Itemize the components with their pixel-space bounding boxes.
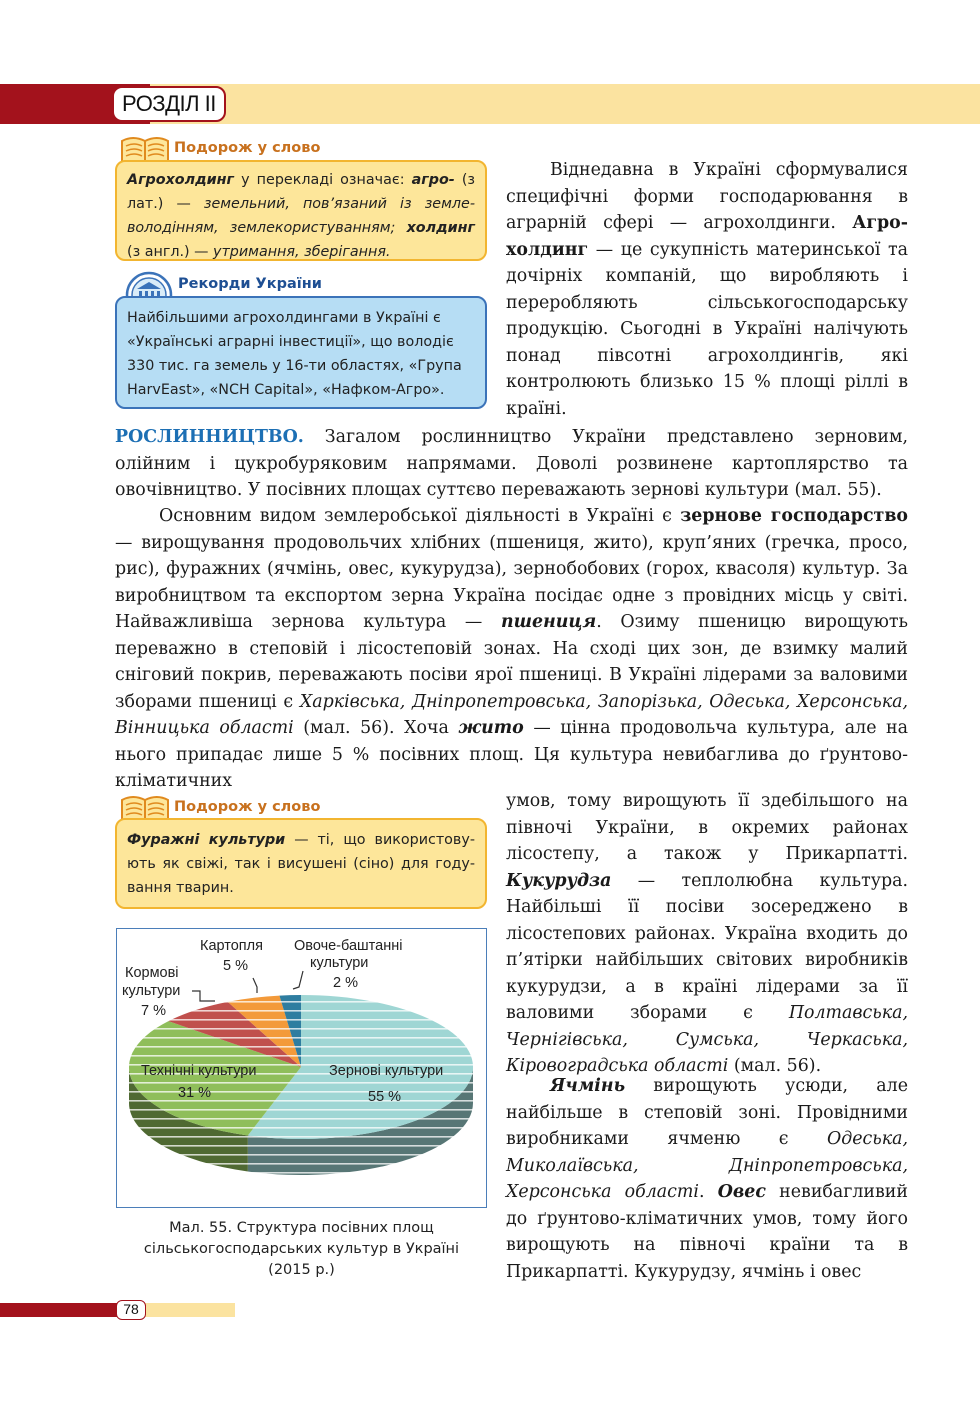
pie-stripe xyxy=(129,1055,473,1057)
label-potato-name: Картопля xyxy=(200,938,263,954)
box3-title: Подорож у слово xyxy=(174,799,321,815)
paragraph-crop-production: РОСЛИННИЦТВО. Загалом рослинництво України представлено зерновим, олійним і цукробуряковим напрямами. Доволі розвинене картоплярство та овочівництво. У посівних площах суттєво переважають зернові культури (мал. 55). xyxy=(115,427,908,500)
label-feed-name1: Кормові xyxy=(125,965,179,981)
section-badge: РОЗДІЛ ІІ xyxy=(112,86,226,122)
leader-vegetables xyxy=(293,971,303,989)
paragraph-barley-oats: Ячмінь вирощують усюди, але найбільше в степовій зоні. Провідними виробниками ячменю є Одеська, Миколаївська, Дніпропетровська, Херсонська області. Овес невибагливий до ґрунтово-кліматичних умов, тому його вирощують на півночі країни та в Прикарпатті. Кукурудзу, ячмінь і овес xyxy=(506,1076,908,1282)
label-tech-pct: 31 % xyxy=(178,1085,212,1101)
box1-title: Подорож у слово xyxy=(174,140,321,156)
pie-chart xyxy=(117,929,485,1206)
pie-stripe xyxy=(129,1163,473,1165)
pie-stripe xyxy=(129,1019,473,1021)
label-grain-pct: 55 % xyxy=(368,1089,402,1105)
pie-stripe xyxy=(129,1136,473,1138)
label-grain-name: Зернові культури xyxy=(329,1063,444,1079)
label-veg-name1: Овоче-баштанні xyxy=(294,938,403,954)
footer-red-bar xyxy=(0,1303,120,1317)
pie-stripe xyxy=(129,1001,473,1003)
label-tech-name: Технічні культури xyxy=(141,1063,257,1079)
term-agroholding-bold: Агрохолдинг xyxy=(506,213,908,260)
section-heading-crop: РОСЛИННИЦТВО. xyxy=(115,427,304,447)
paragraph-agroholdings: Віднедавна в Україні сформувалися специфічні форми господарювання в аграрній сфері — агрохолдинги. Агрохолдинг — це сукупність материнської та дочірніх компаній, що виробляють і переробляють сільськогосподарську продукцію. Сьогодні в Україні налічують понад півсотні агрохолдингів, які контролюють близько 15 % площі ріллі в країні. xyxy=(506,160,908,419)
pie-stripe xyxy=(129,1127,473,1129)
footer-yellow-bar xyxy=(145,1303,235,1317)
pie-stripe xyxy=(129,1010,473,1012)
pie-stripe xyxy=(129,1028,473,1030)
header-yellow-bar xyxy=(150,84,980,124)
pie-stripe xyxy=(129,1046,473,1048)
pie-stripe xyxy=(129,1118,473,1120)
box3-definition: Фуражні культури — ті, що використовують як свіжі, так і висушені (сіно) для годування тварин. xyxy=(115,818,487,909)
label-potato-pct: 5 % xyxy=(223,958,248,974)
page-number: 78 xyxy=(116,1300,146,1320)
box2-records: Найбільшими агрохолдингами в Україні є «Українські аграрні інвестиції», що володіє 330 тис. га земель у 16-ти областях, «Група HarvEast», «NCH Capital», «Нафком-Агро». xyxy=(115,296,487,409)
leader-potato xyxy=(253,978,257,993)
box1-definition: Агрохолдинг у перекладі означає: агро- (з лат.) — земельний, пов’язаний із землеволодінням, землекористуванням; холдинг (з англ.) — утримання, зберігання. xyxy=(115,160,487,261)
pie-chart-frame xyxy=(116,928,487,1208)
label-veg-pct: 2 % xyxy=(333,975,358,991)
pie-stripe xyxy=(129,1082,473,1084)
term-fodder-crops: Фуражні культури xyxy=(127,832,286,848)
pie-stripe xyxy=(129,1172,473,1174)
label-feed-pct: 7 % xyxy=(141,1003,166,1019)
paragraph-grain-farming: Основним видом землеробської діяльності в Україні є зернове господарство — вирощування продовольчих хлібних (пшениця, жито), круп’яних (гречка, просо, рис), фуражних (ячмінь, овес, кукурудза), зернобобових (горох, квасоля) культур. За виробництвом та експортом зерна Україна посідає одне з провідних місць у світі. Найважливіша зернова культура — пшениця. Озиму пшеницю вирощують переважно в степовій і лісостеповій зонах. На сході цих зон, де взимку малий сніговий покрив, переважають посіви ярої пшениці. В Україні лідерами за валовими зборами пшениці є Харківська, Дніпропетровська, Запорізька, Одеська, Херсонська, Вінницька області (мал. 56). Хоча жито — цінна продовольча культура, але на нього припадає лише 5 % посівних площ. Ця культура невибаглива до ґрунтово-кліматичних xyxy=(115,506,909,791)
pie-stripe xyxy=(129,1145,473,1147)
pie-stripe xyxy=(129,1154,473,1156)
term-holding: холдинг xyxy=(406,220,476,236)
label-veg-name2: культури xyxy=(310,955,369,971)
label-feed-name2: культури xyxy=(122,983,181,999)
pie-stripe xyxy=(129,1037,473,1039)
pie-stripe xyxy=(129,1109,473,1111)
box2-title: Рекорди України xyxy=(178,276,322,292)
paragraph-corn: умов, тому вирощують її здебільшого на півночі України, в окремих районах лісостепу, а також у Прикарпатті. Кукурудза — теплолюбна культура. Найбільші її посіви зосереджено в лісостепових районах. Україна входить до п’ятірки найбільших світових виробників кукурудзи, а в країні лідерами за її валовими зборами є Полтавська, Чернігівська, Сумська, Черкаська, Кіровоградська області (мал. 56). xyxy=(506,791,908,1076)
term-agroholding: Агрохолдинг xyxy=(127,172,235,188)
figure-caption: Мал. 55. Структура посівних площ сільськогосподарських культур в Україні (2015 р.) xyxy=(143,1220,460,1278)
leader-fodder xyxy=(192,991,215,1001)
